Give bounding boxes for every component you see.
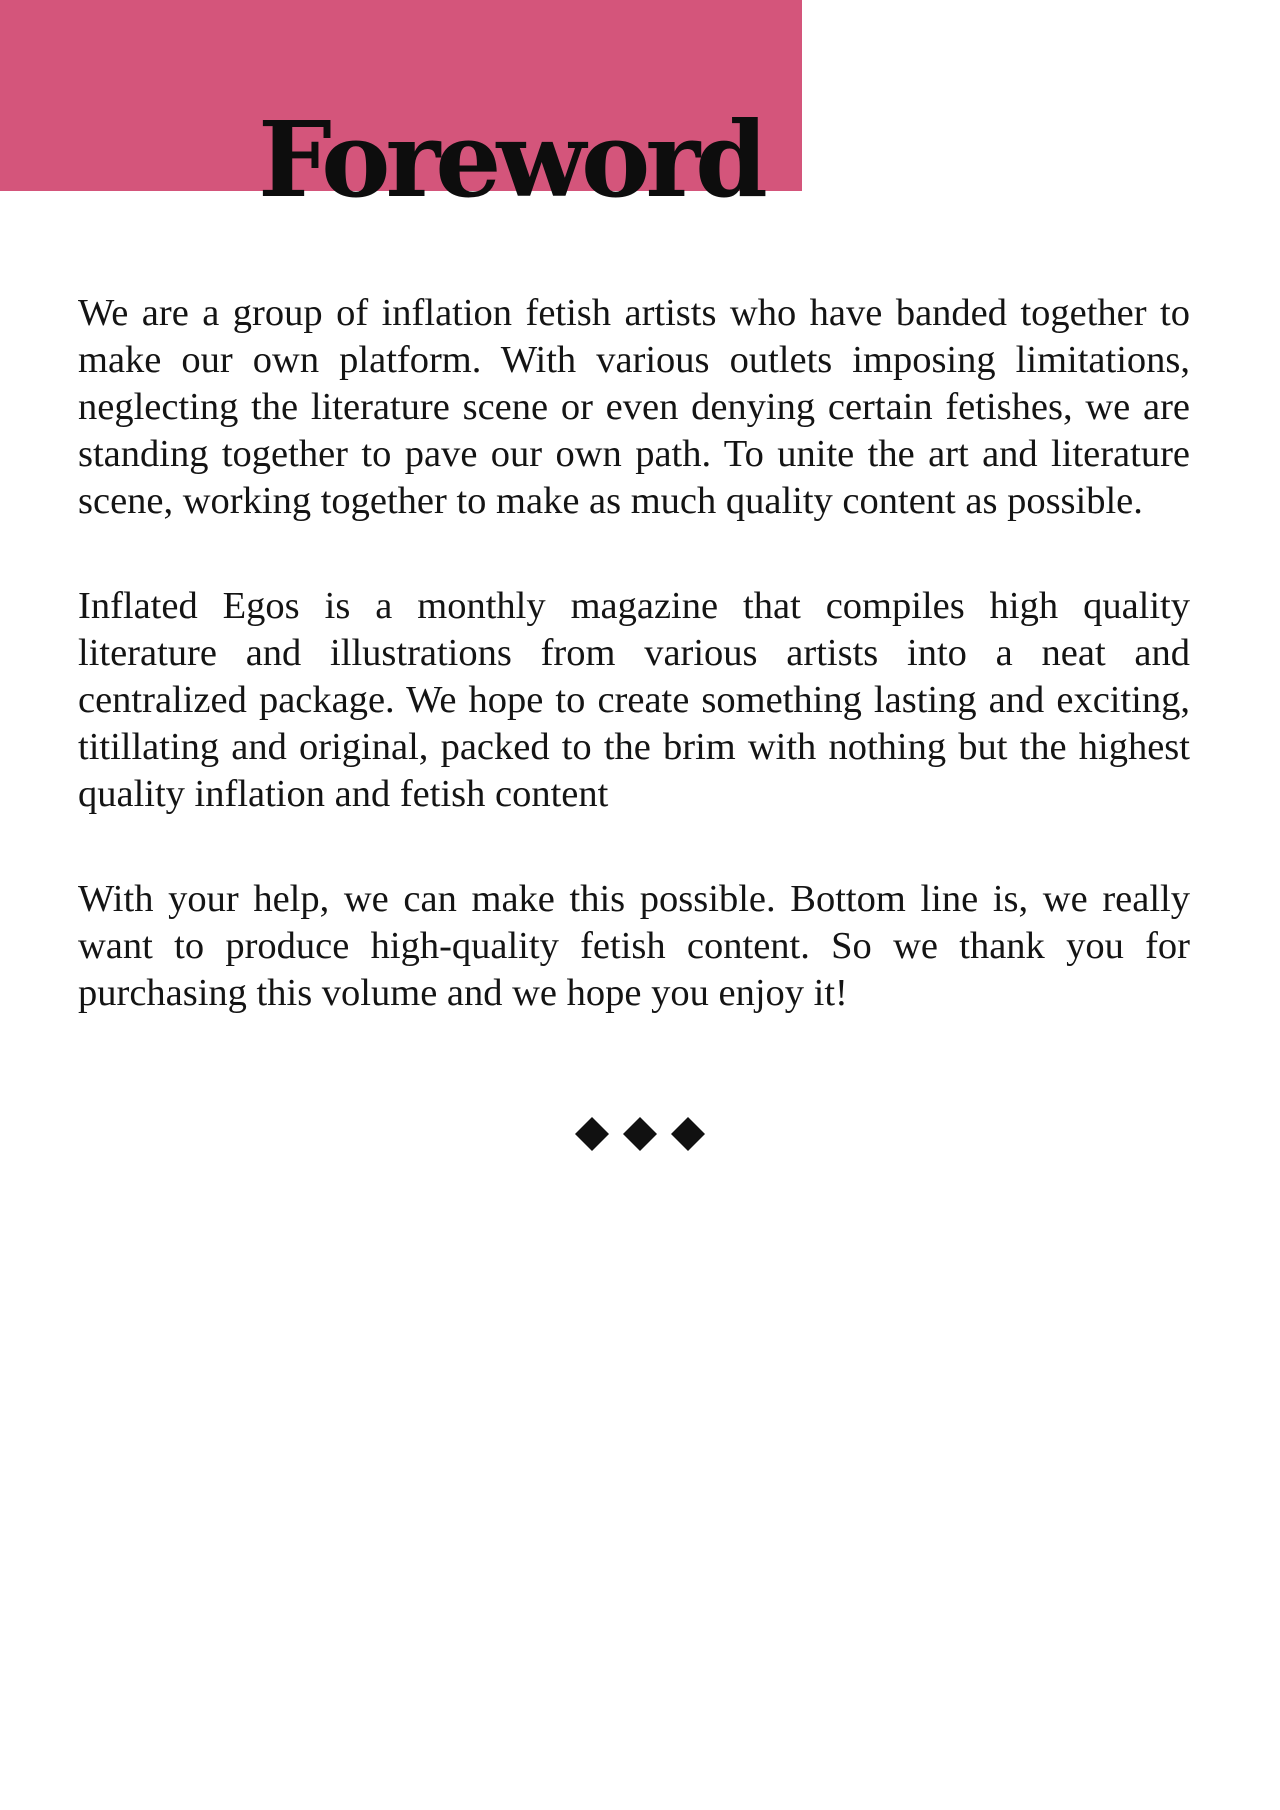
- paragraph-intro: We are a group of inflation fetish artists who have banded together to make our own platform. With various outlets imposing limitations, neglecting the literature scene or even denying certain fetishes, we are standing together to pave our own path. To unite the art and literature scene, working together to make as much quality content as possible.: [78, 292, 1190, 522]
- three-diamonds-icon: [573, 1115, 707, 1153]
- paragraph-thanks: With your help, we can make this possible. Bottom line is, we really want to produce high-quality fetish content. So we thank you for purchasing this volume and we hope you enjoy it!: [78, 878, 1190, 1014]
- section-end-ornament: [0, 1115, 1280, 1157]
- diamond-icon: [671, 1117, 705, 1151]
- diamond-icon: [623, 1117, 657, 1151]
- diamond-icon: [575, 1117, 609, 1151]
- paragraph-magazine: Inflated Egos is a monthly magazine that compiles high quality literature and illustrations from various artists into a neat and centralized package. We hope to create something lasting and exciting, titillating and original, packed to the brim with nothing but the highest quality inflation and fetish content: [78, 585, 1190, 815]
- page-title: Foreword: [258, 98, 763, 221]
- foreword-body: [78, 290, 1190, 1075]
